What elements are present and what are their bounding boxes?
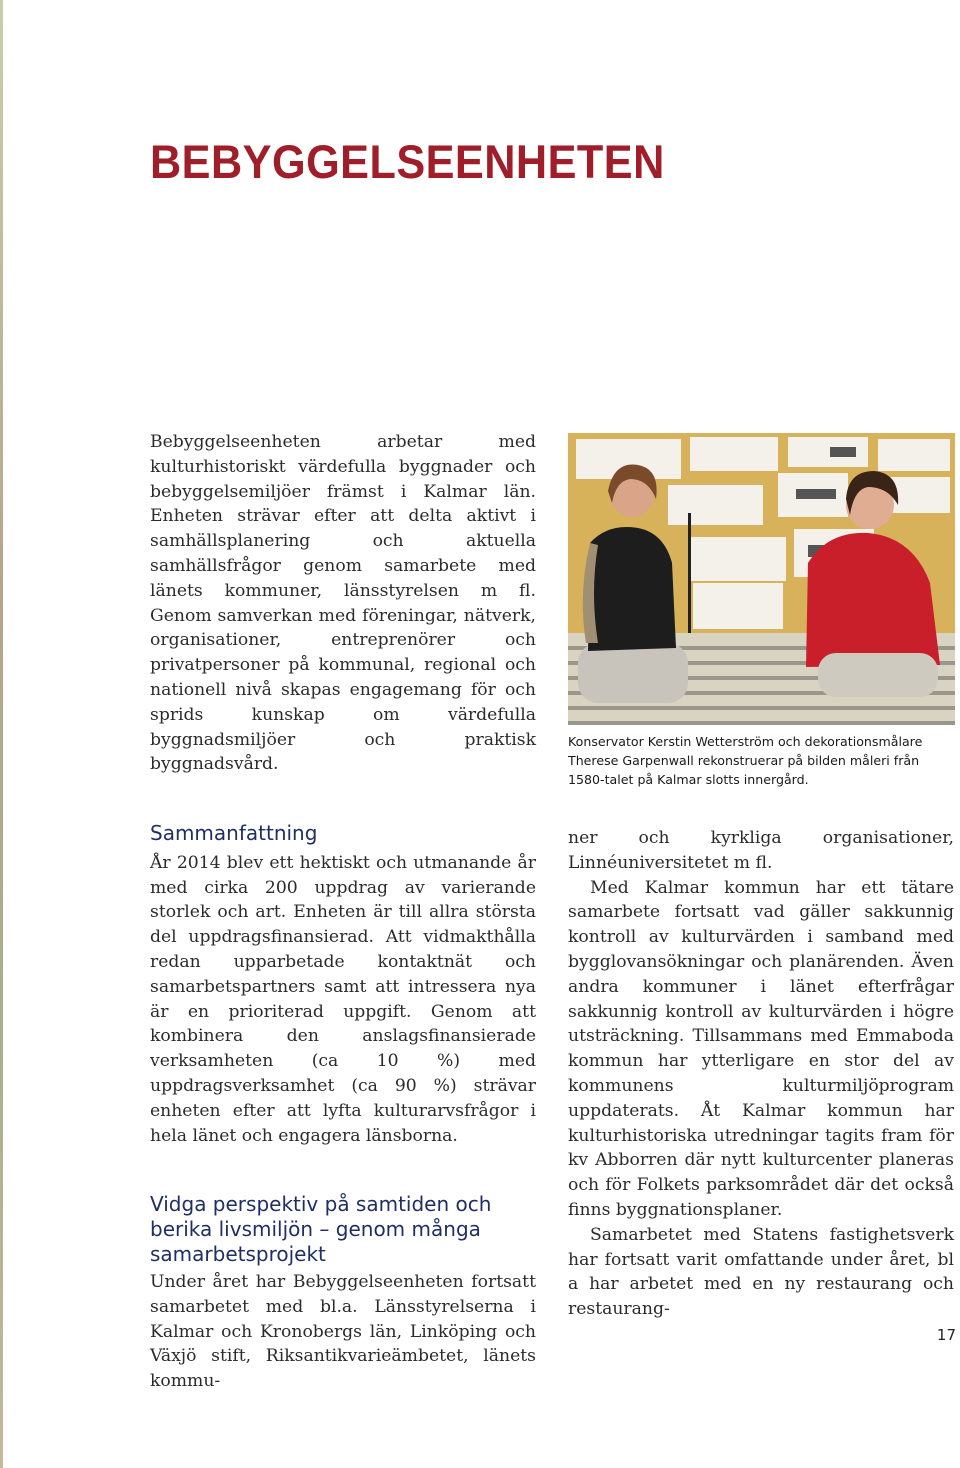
right-column	[568, 826, 954, 1322]
intro-paragraph: Bebyggelseenheten arbetar med kulturhistoriskt värdefulla byggnader och bebyggelsemiljöer främst i Kalmar län. Enheten strävar efter att delta aktivt i samhällsplanering och aktuella samhällsfrågor genom samarbete med länets kommuner, länsstyrelsen m fl. Genom samverkan med föreningar, nätverk, organisationer, entreprenörer och privatpersoner på kommunal, regional och nationell nivå skapas engagemang för och sprids kunskap om värdefulla byggnadsmiljöer och praktisk byggnadsvård.	[150, 432, 536, 775]
right-paragraph-1: ner och kyrkliga organisationer, Linnéuniversitetet m fl.	[568, 828, 954, 873]
right-paragraph-2: Med Kalmar kommun har ett tätare samarbete fortsatt vad gäller sakkunnig kontroll av kulturvärden i samband med bygglovansökningar och planärenden. Även andra kommuner i länet efterfrågar sakkunnig kontroll av kulturvärden i högre utsträckning. Tillsammans med Emmaboda kommun har ytterligare en stor del av kommunens kulturmiljöprogram uppdaterats. Åt Kalmar kommun har kulturhistoriska utredningar tagits fram för kv Abborren där nytt kulturcenter planeras och för Folkets parksområdet där det också finns byggnationsplaner.	[568, 877, 954, 1220]
photo-conservators-painting	[568, 433, 955, 725]
page-edge-strip	[0, 0, 3, 1468]
summary-paragraph: År 2014 blev ett hektiskt och utmanande år med cirka 200 uppdrag av varierande storlek och art. Enheten är till allra största del uppdragsfinansierad. Att vidmakthålla redan upparbetade kontaktnät och samarbetspartners samt att intressera nya är en prioriterad uppgift. Genom att kombinera den anslagsfinansierade verksamheten (ca 10 %) med uppdragsverksamhet (ca 90 %) strävar enheten efter att lyfta kulturarvsfrågor i hela länet och engagera länsborna.	[150, 852, 536, 1146]
section-heading: Vidga perspektiv på samtiden och berika livsmiljön – genom många samarbetsprojekt	[150, 1192, 492, 1266]
summary-heading: Sammanfattning	[150, 821, 318, 846]
photo-illustration	[568, 433, 955, 725]
photo-caption: Konservator Kerstin Wetterström och dekorationsmålare Therese Garpenwall rekonstruerar på bilden måleri från 1580-talet på Kalmar slotts innergård.	[568, 734, 923, 788]
left-column	[150, 430, 536, 1394]
page-number: 17	[936, 1326, 956, 1344]
right-paragraph-3: Samarbetet med Statens fastighetsverk har fortsatt varit omfattande under året, bl a har arbetet med en ny restaurang och restaurang-	[568, 1224, 954, 1320]
section-paragraph: Under året har Bebyggelseenheten fortsatt samarbetet med bl.a. Länsstyrelserna i Kalmar och Kronobergs län, Linköping och Växjö stift, Riksantikvarieämbetet, länets kommu-	[150, 1272, 536, 1392]
page-title: BEBYGGELSEENHETEN	[150, 135, 665, 188]
